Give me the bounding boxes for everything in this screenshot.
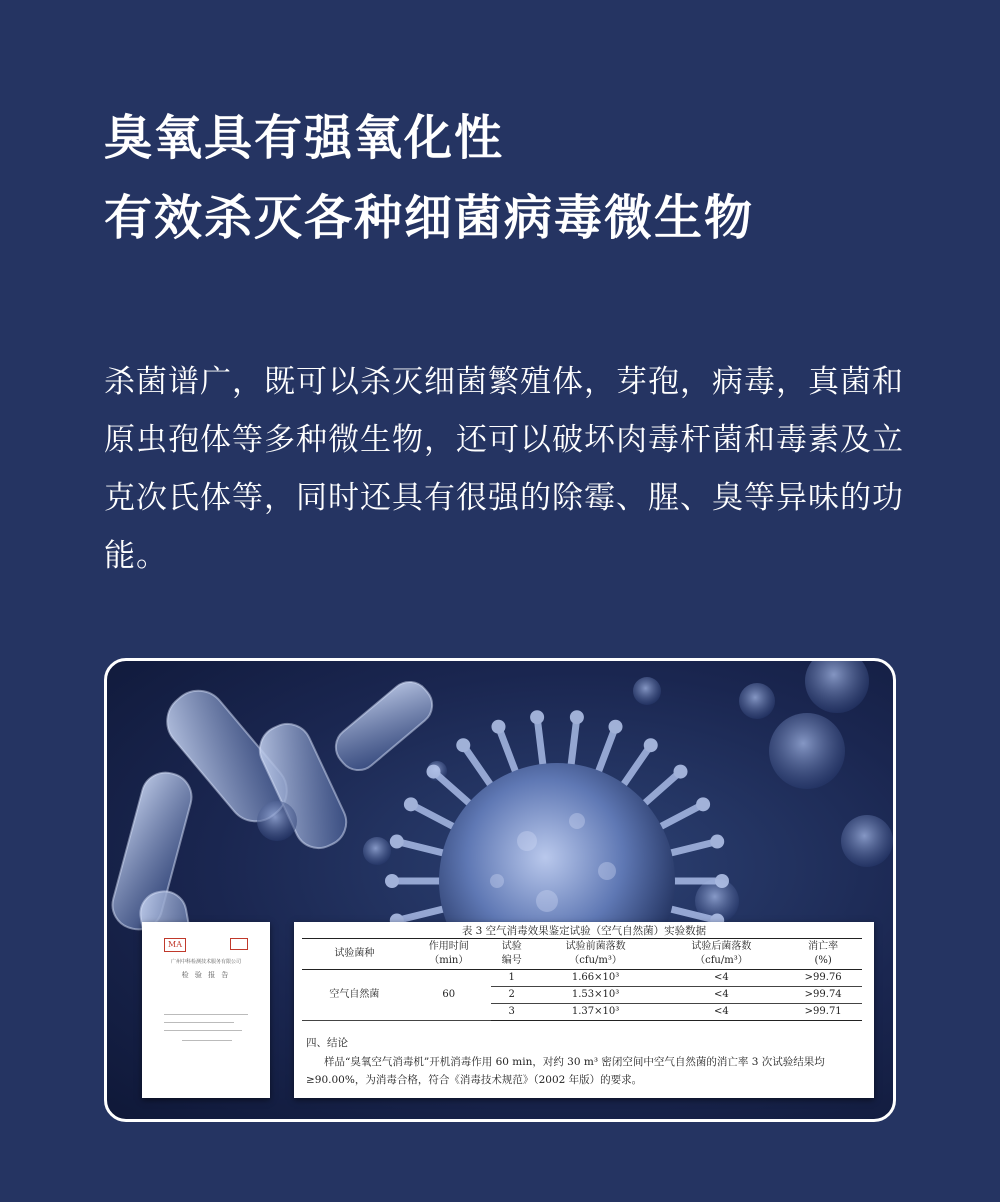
header-species: 试验菌种 (302, 939, 407, 970)
virus-spike (433, 772, 474, 808)
virus-spike-tip (609, 720, 623, 734)
virus-spike (397, 907, 450, 920)
certification-badge-icon (230, 938, 248, 950)
cell-rate: >99.71 (784, 1004, 862, 1021)
cell-number: 2 (491, 987, 533, 1004)
cell-after: <4 (659, 970, 785, 987)
report-title: 检 验 报 告 (181, 971, 231, 979)
cell-time: 60 (407, 970, 491, 1021)
virus-spike-tip (456, 738, 470, 752)
headline-line-1: 臭氧具有强氧化性 (104, 110, 505, 166)
virus-spike-tip (530, 710, 544, 724)
report-info-line (164, 1014, 248, 1015)
table-caption: 表 3 空气消毒效果鉴定试验（空气自然菌）实验数据 (461, 925, 707, 937)
lab-name: 广州中科检测技术服务有限公司 (170, 959, 241, 965)
virus-spike (463, 745, 494, 790)
cell-species: 空气自然菌 (302, 970, 407, 1021)
virus-spike-tip (390, 835, 404, 849)
cell-after: <4 (659, 1004, 785, 1021)
table-row (302, 970, 862, 987)
headline-line-2: 有效杀灭各种细菌病毒微生物 (104, 190, 755, 246)
cell-before: 1.66×10³ (533, 970, 659, 987)
cell-rate: >99.74 (784, 987, 862, 1004)
virus-spike (498, 727, 518, 778)
conclusion-text: 样品“臭氧空气消毒机”开机消毒作用 60 min，对约 30 m³ 密闭空间中空气自然菌的消亡率 3 次试验结果均≥90.00%，为消毒合格，符合《消毒技术规范》（2002 年版）的要求。 (306, 1056, 825, 1086)
results-table (302, 938, 862, 1021)
virus-spike (570, 717, 577, 772)
cell-rate: >99.76 (784, 970, 862, 987)
virus-spike-tip (404, 797, 418, 811)
virus-spike (664, 842, 717, 855)
cell-number: 3 (491, 1004, 533, 1021)
virus-spike-tip (644, 738, 658, 752)
virus-spike-tip (570, 710, 584, 724)
header-before: 试验前菌落数 （cfu/m³） (533, 939, 659, 970)
headline (104, 98, 754, 258)
table-header-row (302, 939, 862, 970)
cell-number: 1 (491, 970, 533, 987)
virus-spike (654, 804, 703, 830)
virus-spike-tip (426, 765, 440, 779)
virus-spike (411, 804, 460, 830)
cell-before: 1.53×10³ (533, 987, 659, 1004)
cell-after: <4 (659, 987, 785, 1004)
report-info-line (164, 1030, 242, 1031)
virus-spike-tip (674, 765, 688, 779)
virus-spike (397, 842, 450, 855)
virus-spike (537, 717, 544, 772)
report-info-line (182, 1040, 232, 1041)
header-after: 试验后菌落数 （cfu/m³） (659, 939, 785, 970)
header-rate: 消亡率 (%) (784, 939, 862, 970)
test-results-sheet (294, 922, 874, 1098)
virus-spike-tip (710, 835, 724, 849)
header-number: 试验 编号 (491, 939, 533, 970)
cma-logo: MA (164, 938, 186, 952)
header-time: 作用时间 （min） (407, 939, 491, 970)
virus-spike-tip (385, 874, 399, 888)
description-paragraph: 杀菌谱广，既可以杀灭细菌繁殖体，芽孢，病毒，真菌和原虫孢体等多种微生物，还可以破坏肉毒杆菌和毒素及立克次氏体等，同时还具有很强的除霉、腥、臭等异味的功能。 (104, 364, 904, 574)
virus-spike-tip (696, 797, 710, 811)
conclusion-heading: 四、结论 (306, 1037, 348, 1049)
report-info-line (164, 1022, 234, 1023)
virus-spike (619, 745, 650, 790)
test-report-cover (142, 922, 270, 1098)
cell-before: 1.37×10³ (533, 1004, 659, 1021)
virus-spike (639, 772, 680, 808)
virus-spike-tip (491, 720, 505, 734)
virus-spike (596, 727, 616, 778)
virus-spike-tip (715, 874, 729, 888)
